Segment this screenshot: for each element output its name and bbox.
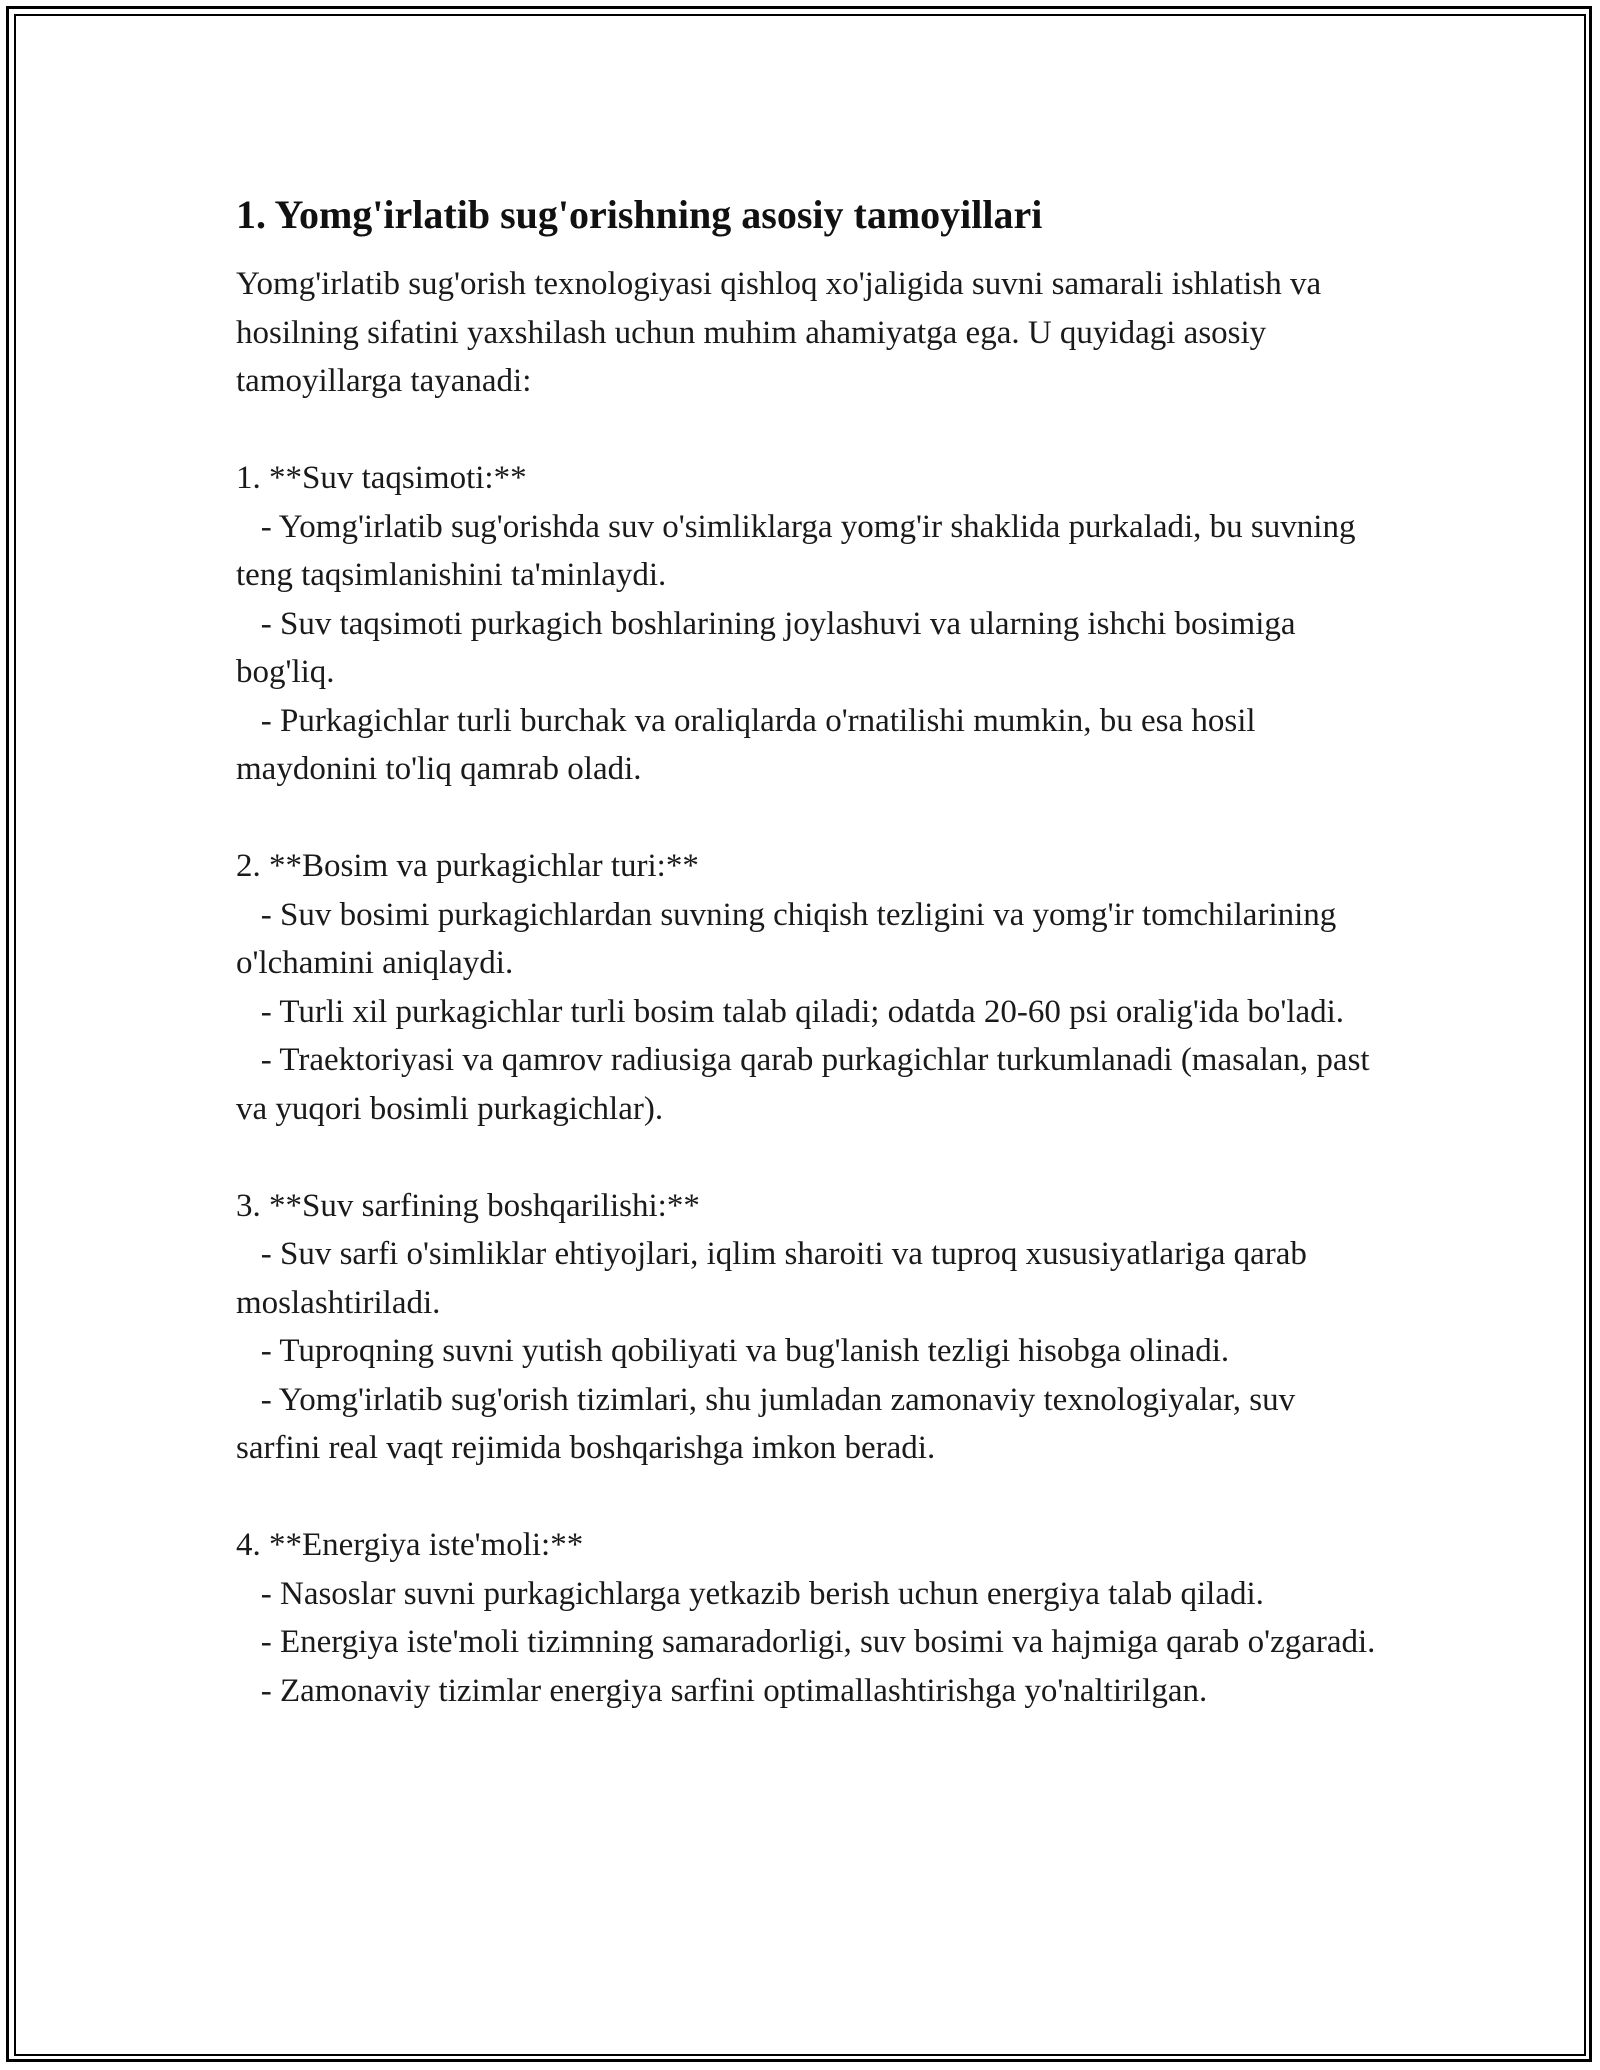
- document-body: Yomg'irlatib sug'orish texnologiyasi qishloq xo'jaligida suvni samarali ishlatish va hosilning sifatini yaxshilash uchun muhim ahamiyatga ega. U quyidagi asosiy tamoyillarga tayanadi: 1. **Suv taqsimoti:** - Yomg'irlatib sug'orishda suv o'simliklarga yomg'ir shaklida purkaladi, bu suvning teng taqsimlanishini ta'minlaydi. - Suv taqsimoti purkagich boshlarining joylashuvi va ularning ishchi bosimiga bog'liq. - Purkagichlar turli burchak va oraliqlarda o'rnatilishi mumkin, bu esa hosil maydonini to'liq qamrab oladi. 2. **Bosim va purkagichlar turi:** - Suv bosimi purkagichlardan suvning chiqish tezligini va yomg'ir tomchilarining o'lchamini aniqlaydi. - Turli xil purkagichlar turli bosim talab qiladi; odatda 20-60 psi oralig'ida bo'ladi. - Traektoriyasi va qamrov radiusiga qarab purkagichlar turkumlanadi (masalan, past va yuqori bosimli purkagichlar). 3. **Suv sarfining boshqarilishi:** - Suv sarfi o'simliklar ehtiyojlari, iqlim sharoiti va tuproq xususiyatlariga qarab moslashtiriladi. - Tuproqning suvni yutish qobiliyati va bug'lanish tezligi hisobga olinadi. - Yomg'irlatib sug'orish tizimlari, shu jumladan zamonaviy texnologiyalar, suv sarfini real vaqt rejimida boshqarishga imkon beradi. 4. **Energiya iste'moli:** - Nasoslar suvni purkagichlarga yetkazib berish uchun energiya talab qiladi. - Energiya iste'moli tizimning samaradorligi, suv bosimi va hajmiga qarab o'zgaradi. - Zamonaviy tizimlar energiya sarfini optimallashtirishga yo'naltirilgan.: [236, 266, 1376, 1709]
- document-content: [236, 190, 1376, 1715]
- document-title: 1. Yomg'irlatib sug'orishning asosiy tamoyillari: [236, 192, 1043, 237]
